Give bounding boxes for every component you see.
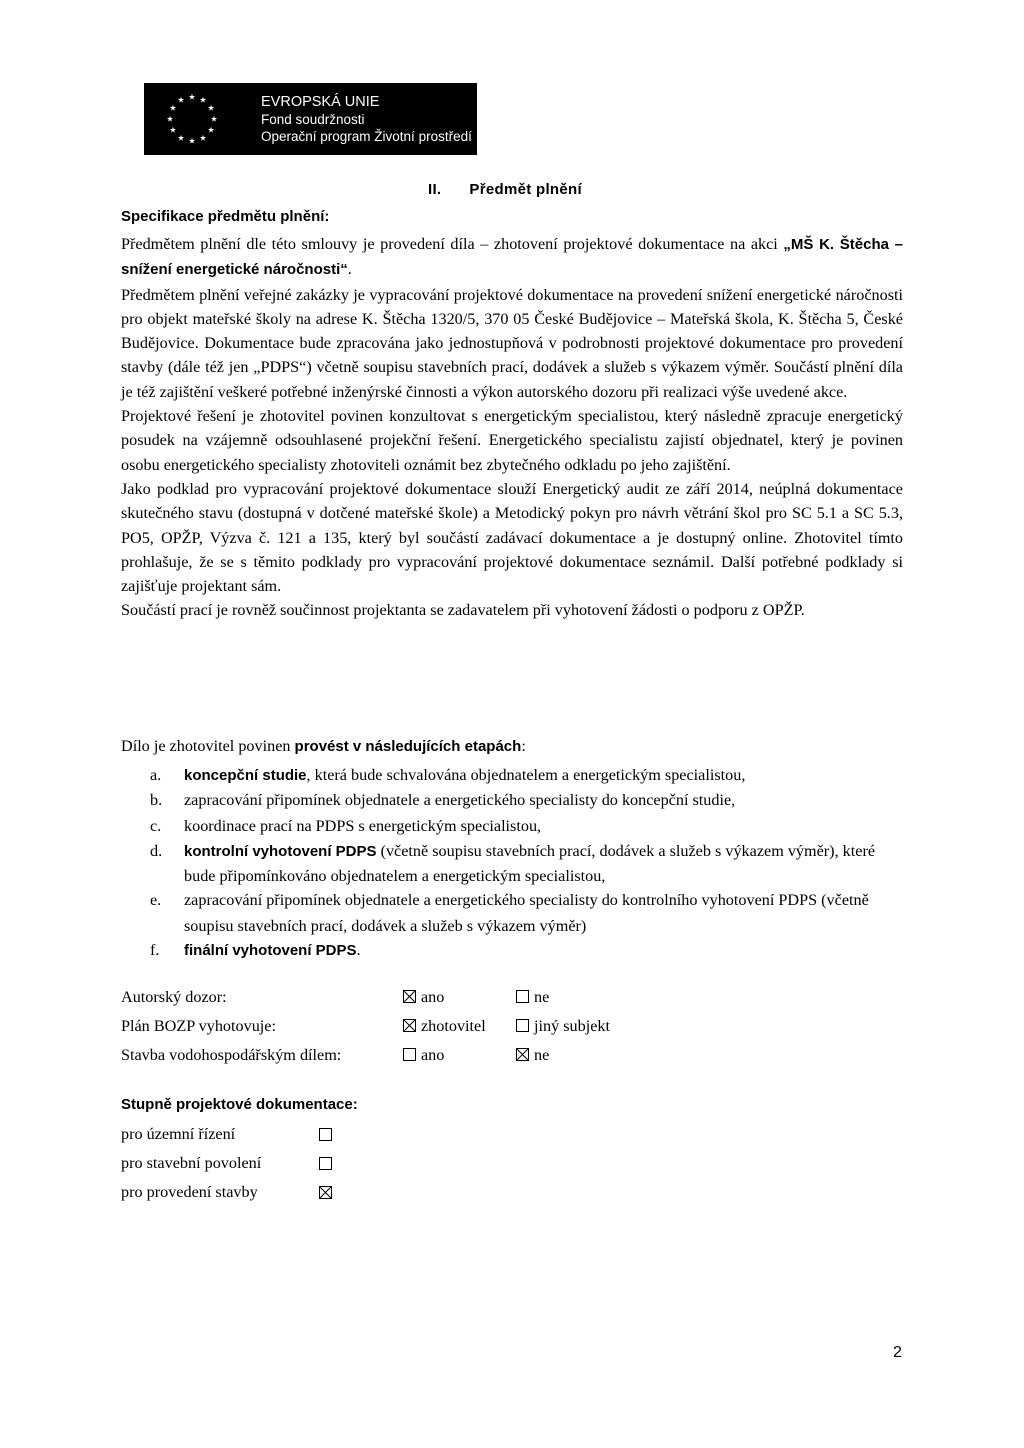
checkbox[interactable] xyxy=(403,1048,416,1061)
list-item xyxy=(150,814,910,839)
eu-star-icon xyxy=(208,127,214,133)
paragraph-4: Jako podklad pro vypracování projektové dokumentace slouží Energetický audit ze září 2014, neúplná dokumentace skutečného stavu (dostupná v dotčené mateřské škole) a Metodický pokyn pro návrh větrání škol pro SC 5.1 a SC 5.3, PO5, OPŽP, Výzva č. 121 a 135, který byl součástí zadávací dokumentace a je dostupný online. Zhotovitel tímto prohlašuje, že se s těmito podklady pro vypracování projektové dokumentace seznámil. Další potřebné podklady si zajišťuje projektant sám. xyxy=(121,479,903,596)
stupne-label: pro provedení stavby xyxy=(121,1183,258,1201)
list-label: f. xyxy=(150,941,160,960)
list-item xyxy=(150,763,910,788)
stupne-item xyxy=(121,1149,341,1178)
p1-end: . xyxy=(347,260,352,279)
option-1[interactable] xyxy=(403,1043,444,1067)
list-item xyxy=(150,788,910,813)
eu-star-icon xyxy=(189,138,195,144)
logo-fund: Fond soudržnosti xyxy=(261,112,365,127)
checkbox[interactable] xyxy=(403,1019,416,1032)
list-bold: finální vyhotovení PDPS xyxy=(184,942,357,960)
stages-list xyxy=(150,763,910,963)
list-text: zapracování připomínek objednatele a energetického specialisty do kontrolního vyhotovení PDPS (včetně soupisu stavebních prací, dodávek a služeb s výkazem výměr) xyxy=(184,891,869,935)
section-title-text: Předmět plnění xyxy=(469,181,582,198)
list-label: d. xyxy=(150,841,163,860)
checkbox[interactable] xyxy=(319,1186,332,1199)
eu-stars-icon xyxy=(162,90,222,148)
form-label: Stavba vodohospodářským dílem: xyxy=(121,1046,342,1064)
checkbox[interactable] xyxy=(319,1128,332,1141)
list-text: zapracování připomínek objednatele a energetického specialisty do koncepční studie, xyxy=(184,791,736,810)
option-1[interactable] xyxy=(403,985,444,1009)
stupne-heading: Stupně projektové dokumentace: xyxy=(121,1096,358,1113)
stupne-label: pro územní řízení xyxy=(121,1125,236,1143)
option-label: ano xyxy=(421,1046,445,1064)
eu-star-icon xyxy=(170,105,176,111)
eu-star-icon xyxy=(211,116,217,122)
list-label: b. xyxy=(150,791,163,810)
paragraph-2: Předmětem plnění veřejné zakázky je vypracování projektové dokumentace na provedení snížení energetické náročnosti pro objekt mateřské školy na adrese K. Štěcha 1320/5, 370 05 České Budějovice – Mateřská škola, K. Štěcha 5, České Budějovice. Dokumentace bude zpracována jako jednostupňová v podrobnosti projektové dokumentace pro provedení stavby (dále též jen „PDPS“) včetně soupisu stavebních prací, dodávek a služeb s výkazem výměr. Součástí plnění díla je též zajištění veškeré potřebné inženýrské činnosti a výkon autorského dozoru při realizaci výše uvedené akce. xyxy=(121,285,903,401)
list-item xyxy=(150,888,910,938)
option-2[interactable] xyxy=(516,1014,610,1038)
list-text: . xyxy=(356,941,361,960)
list-text: (včetně soupisu stavebních prací, dodávek a služeb s výkazem výměr), které bude připomínkováno objednatelem a energetickým specialistou, xyxy=(184,841,876,886)
eu-star-icon xyxy=(189,94,195,100)
stages-intro-end: : xyxy=(521,737,526,755)
spec-heading: Specifikace předmětu plnění: xyxy=(121,208,330,225)
stupne-list xyxy=(121,1120,341,1207)
list-text: koordinace prací na PDPS s energetickým specialistou, xyxy=(184,816,542,835)
option-label: zhotovitel xyxy=(421,1017,486,1035)
checkbox[interactable] xyxy=(516,1048,529,1061)
section-number: II. xyxy=(428,181,442,198)
eu-star-icon xyxy=(178,97,184,103)
stupne-label: pro stavební povolení xyxy=(121,1154,262,1172)
list-label: e. xyxy=(150,891,162,910)
p1-bold: „MŠ K. Štěcha – snížení energetické náročnosti“ xyxy=(121,236,903,279)
logo-text xyxy=(261,94,472,145)
list-label: a. xyxy=(150,766,162,784)
option-2[interactable] xyxy=(516,985,549,1009)
option-label: ano xyxy=(421,988,445,1006)
option-2[interactable] xyxy=(516,1043,549,1067)
list-item xyxy=(150,938,910,963)
option-label: ne xyxy=(534,988,550,1006)
p1-text: Předmětem plnění dle této smlouvy je provedení díla – zhotovení projektové dokumentace na akci xyxy=(121,235,784,253)
logo-org: EVROPSKÁ UNIE xyxy=(261,94,380,110)
eu-star-icon xyxy=(200,135,206,141)
option-1[interactable] xyxy=(403,1014,486,1038)
list-text: , která bude schvalována objednatelem a energetickým specialistou, xyxy=(306,766,746,784)
list-label: c. xyxy=(150,816,162,835)
section-title xyxy=(428,181,582,198)
checkbox[interactable] xyxy=(403,990,416,1003)
form-label: Plán BOZP vyhotovuje: xyxy=(121,1017,276,1035)
list-bold: kontrolní vyhotovení PDPS xyxy=(184,842,377,860)
page-number: 2 xyxy=(893,1344,902,1361)
eu-star-icon xyxy=(200,97,206,103)
stages-intro xyxy=(121,734,903,759)
paragraph-1 xyxy=(121,232,903,283)
logo-program: Operační program Životní prostředí xyxy=(261,129,472,144)
paragraph-3: Projektové řešení je zhotovitel povinen konzultovat s energetickým specialistou, který následně zpracuje energetický posudek na vzájemně odsouhlasené projekční řešení. Energetického specialistu zajistí objednatel, který je povinen osobu energetického specialisty zhotoviteli oznámit bez zbytečného odkladu po jeho zajištění. xyxy=(121,407,903,474)
option-label: jiný subjekt xyxy=(534,1017,610,1035)
stupne-item xyxy=(121,1178,341,1207)
checkbox[interactable] xyxy=(516,1019,529,1032)
stupne-item xyxy=(121,1120,341,1149)
stages-intro-text: Dílo je zhotovitel povinen xyxy=(121,737,295,755)
eu-star-icon xyxy=(170,127,176,133)
eu-star-icon xyxy=(178,135,184,141)
eu-star-icon xyxy=(208,105,214,111)
checkbox[interactable] xyxy=(319,1157,332,1170)
list-bold: koncepční studie xyxy=(184,767,307,784)
option-label: ne xyxy=(534,1046,550,1064)
eu-star-icon xyxy=(167,116,173,122)
form-label: Autorský dozor: xyxy=(121,988,227,1006)
eu-logo xyxy=(144,83,477,155)
spec-body xyxy=(121,232,903,623)
checkbox[interactable] xyxy=(516,990,529,1003)
stages-intro-bold: provést v následujících etapách xyxy=(294,738,522,755)
paragraph-5: Součástí prací je rovněž součinnost projektanta se zadavatelem při vyhotovení žádosti o podporu z OPŽP. xyxy=(121,601,805,620)
list-item xyxy=(150,839,910,889)
